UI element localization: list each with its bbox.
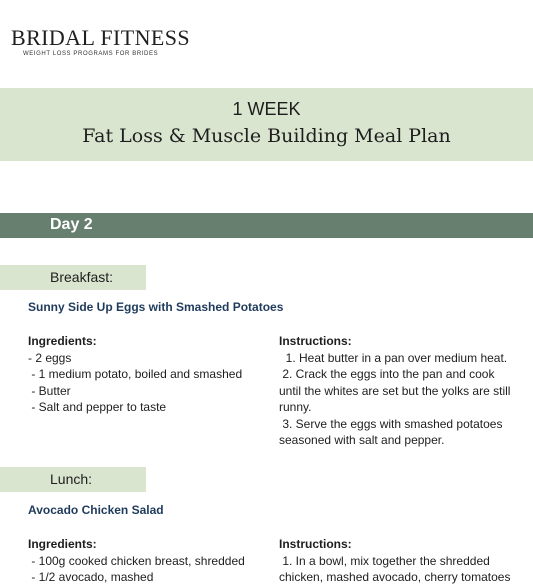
day-header <box>0 213 533 238</box>
instruction-line: runny. <box>279 400 312 414</box>
hero-subtitle: 1 WEEK <box>232 99 301 119</box>
brand-tagline: WEIGHT LOSS PROGRAMS FOR BRIDES <box>23 51 159 57</box>
hero-banner <box>0 88 533 161</box>
instructions-breakfast <box>279 333 510 449</box>
brand-name: BRIDAL FITNESS <box>11 25 190 50</box>
meal-label-breakfast: Breakfast: <box>50 269 114 285</box>
ingredient-line: - 100g cooked chicken breast, shredded <box>28 553 245 568</box>
meal-tag-lunch <box>0 467 146 492</box>
ingredients-heading: Ingredients: <box>28 334 97 348</box>
ingredient-line: - Butter <box>28 383 71 398</box>
instruction-line: 3. Serve the eggs with smashed potatoes <box>279 416 503 431</box>
ingredient-line: - 1 medium potato, boiled and smashed <box>28 367 243 381</box>
brand-logo <box>11 27 190 57</box>
recipe-title-lunch: Avocado Chicken Salad <box>28 503 164 517</box>
ingredient-line: - 2 eggs <box>28 350 72 365</box>
instruction-line: 1. Heat butter in a pan over medium heat. <box>279 350 508 365</box>
instruction-line: 1. In a bowl, mix together the shredded <box>279 553 490 568</box>
ingredients-breakfast <box>28 333 242 416</box>
recipe-title-breakfast: Sunny Side Up Eggs with Smashed Potatoes <box>28 300 284 314</box>
ingredient-line: - Salt and pepper to taste <box>28 400 167 414</box>
instruction-line: seasoned with salt and pepper. <box>279 433 445 447</box>
instruction-line: until the whites are set but the yolks are still <box>279 383 511 398</box>
instructions-heading: Instructions: <box>279 537 352 551</box>
instruction-line: chicken, mashed avocado, cherry tomatoes <box>279 570 511 584</box>
meal-label-lunch: Lunch: <box>50 471 93 487</box>
meal-tag-breakfast <box>0 265 146 290</box>
page-title: Fat Loss & Muscle Building Meal Plan <box>82 125 451 147</box>
day-label: Day 2 <box>50 216 93 233</box>
ingredients-lunch <box>28 536 245 586</box>
instructions-heading: Instructions: <box>279 334 352 348</box>
instructions-lunch <box>279 536 510 586</box>
ingredient-line: - 1/2 avocado, mashed <box>28 570 154 584</box>
instruction-line: 2. Crack the eggs into the pan and cook <box>279 367 495 381</box>
ingredients-heading: Ingredients: <box>28 537 97 551</box>
